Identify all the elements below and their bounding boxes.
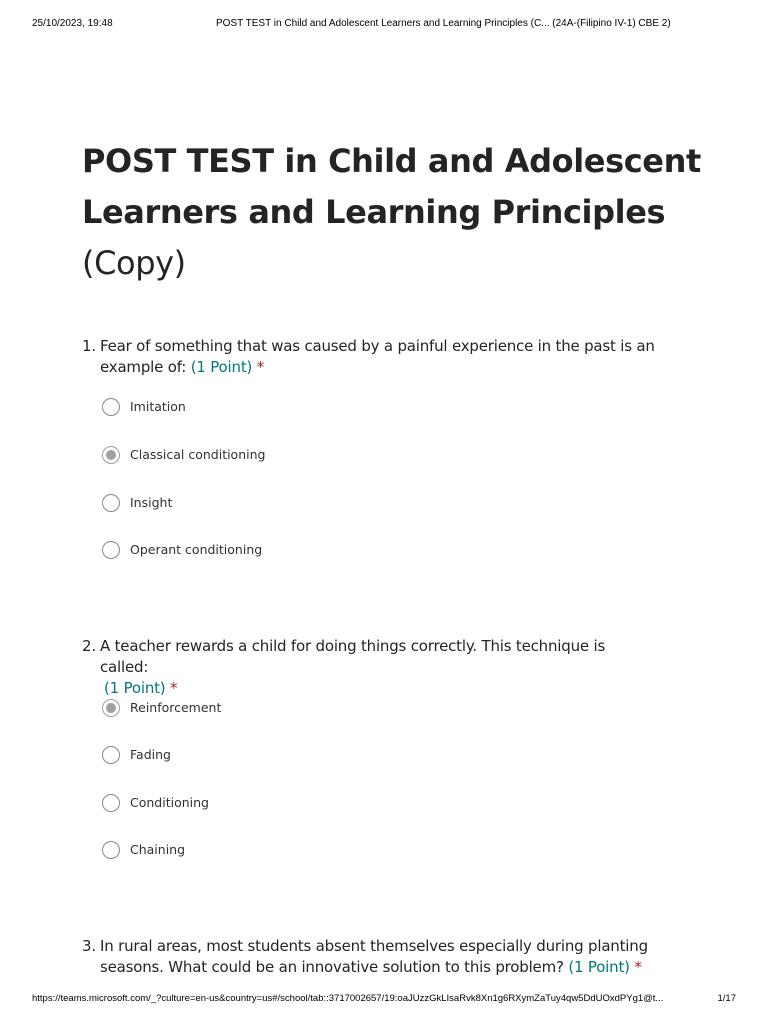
option-label: Fading	[130, 747, 171, 762]
print-url: https://teams.microsoft.com/_?culture=en-us&country=us#/school/tab::3717002657/19:oaJUzzGkLIsaRvk8Xn1g6RXymZaTuy4qw5DdUOxdPYg1@t...	[32, 993, 664, 1004]
option-label: Insight	[130, 495, 173, 510]
question-1-points: (1 Point)	[190, 358, 253, 376]
option-label: Operant conditioning	[130, 542, 263, 557]
radio-button[interactable]	[102, 398, 120, 416]
question-2-text: A teacher rewards a child for doing things correctly. This technique is called:	[100, 637, 606, 676]
print-footer	[32, 993, 736, 1007]
radio-button-selected[interactable]	[102, 699, 120, 717]
option-label: Chaining	[130, 842, 186, 857]
option-label: Reinforcement	[130, 700, 222, 715]
question-1-prompt	[82, 336, 702, 378]
question-1-required-marker: *	[256, 358, 265, 376]
page-indicator: 1/17	[717, 993, 736, 1004]
form-title-suffix: (Copy)	[82, 244, 186, 282]
print-document-title: POST TEST in Child and Adolescent Learners and Learning Principles (C... (24A-(Filipino IV-1) CBE 2)	[216, 18, 671, 29]
radio-button[interactable]	[102, 541, 120, 559]
form-title-main: POST TEST in Child and Adolescent Learners and Learning Principles	[82, 142, 701, 231]
question-2-prompt	[82, 636, 702, 699]
question-3-number: 3.	[82, 937, 96, 955]
question-2	[82, 636, 702, 857]
radio-button[interactable]	[102, 494, 120, 512]
question-1-number: 1.	[82, 337, 96, 355]
radio-button-selected[interactable]	[102, 446, 120, 464]
question-2-required-marker: *	[170, 679, 178, 697]
print-date: 25/10/2023, 19:48	[32, 18, 113, 29]
question-2-points: (1 Point)	[104, 679, 166, 697]
question-3	[82, 936, 692, 978]
option-label: Classical conditioning	[130, 447, 266, 462]
radio-button[interactable]	[102, 794, 120, 812]
question-3-prompt	[82, 936, 692, 978]
option-label: Conditioning	[130, 795, 209, 810]
question-1	[82, 336, 702, 557]
question-3-text: In rural areas, most students absent themselves especially during planting seasons. What could be an innovative solution to this problem?	[100, 937, 648, 976]
radio-button[interactable]	[102, 841, 120, 859]
option-label: Imitation	[130, 399, 186, 414]
question-3-required-marker: *	[634, 958, 642, 976]
question-1-text: Fear of something that was caused by a painful experience in the past is an example of:	[100, 337, 655, 376]
radio-button[interactable]	[102, 746, 120, 764]
form-title	[82, 136, 732, 289]
question-3-points: (1 Point)	[568, 958, 630, 976]
print-header	[32, 18, 736, 32]
question-2-number: 2.	[82, 637, 96, 655]
